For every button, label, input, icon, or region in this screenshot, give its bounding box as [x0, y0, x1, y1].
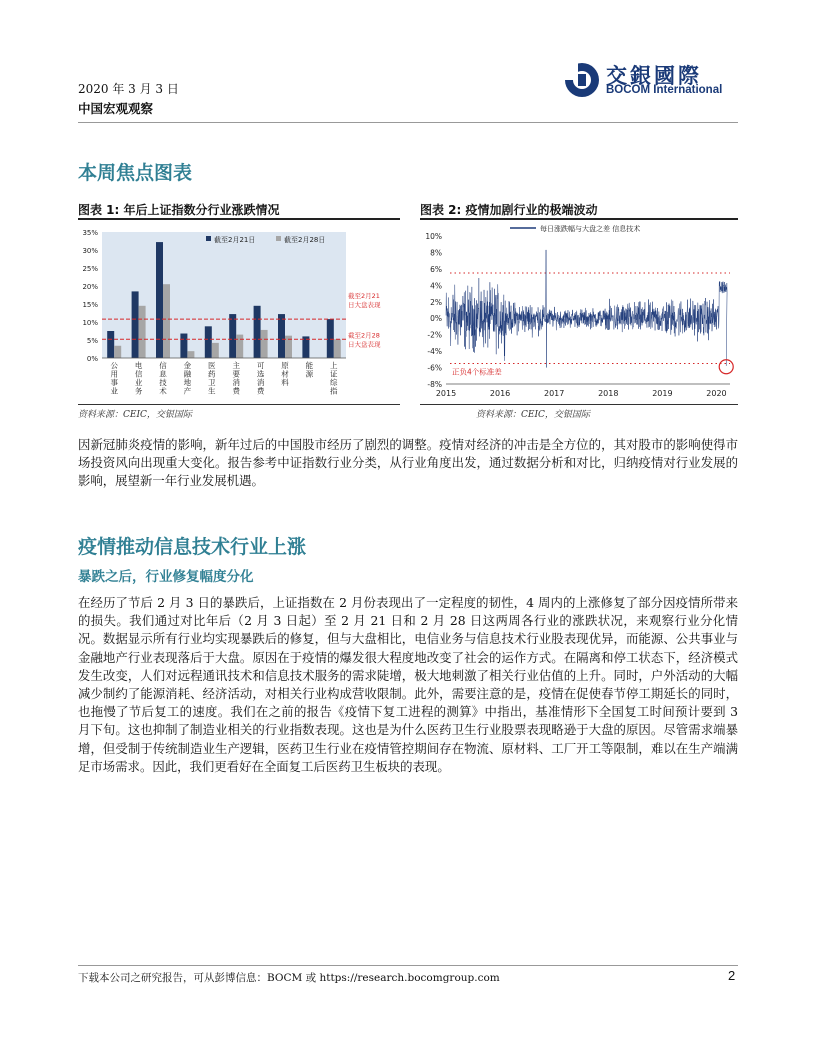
figure-2-top-rule — [420, 218, 738, 220]
x-tick-label: 2018 — [598, 389, 619, 398]
bar — [334, 339, 341, 358]
logo-chinese-name: 交銀國際 — [606, 64, 702, 88]
x-tick-label: 产 — [183, 386, 192, 396]
x-tick-label: 生 — [208, 386, 216, 396]
x-tick-label: 2016 — [489, 389, 511, 398]
figure-1-bar-chart — [78, 222, 400, 404]
figure-2-title: 图表 2: 疫情加剧行业的极端波动 — [420, 203, 598, 217]
x-tick-label: 主 — [232, 361, 240, 370]
bar — [187, 351, 194, 358]
section-title-it-rise: 疫情推动信息技术行业上涨 — [78, 536, 307, 558]
x-tick-label: 药 — [208, 369, 216, 379]
legend-swatch — [206, 236, 211, 241]
y-tick-label: 25% — [82, 265, 98, 273]
legend-label: 截至2月21日 — [214, 236, 256, 244]
x-tick-label: 费 — [256, 386, 265, 396]
intro-paragraph: 因新冠肺炎疫情的影响，新年过后的中国股市经历了剧烈的调整。疫情对经济的冲击是全方位的，其对股市的影响使得市场投资风向出现重大变化。报告参考中证指数行业分类，从行业角度出发，通过数据分析和对比，归纳疫情对行业发展的影响，展望新一年行业发展机遇。 — [78, 437, 738, 489]
y-tick-label: 5% — [86, 337, 98, 345]
x-tick-label: 消 — [232, 378, 240, 387]
x-tick-label: 可 — [256, 361, 265, 370]
bar — [107, 331, 114, 358]
y-tick-label: -8% — [427, 380, 442, 389]
bar — [180, 334, 187, 358]
y-tick-label: -2% — [427, 330, 442, 340]
y-tick-label: 15% — [82, 301, 98, 309]
y-tick-label: 4% — [430, 281, 442, 291]
x-tick-label: 2020 — [706, 389, 727, 398]
y-tick-label: 0% — [86, 355, 98, 363]
bar — [212, 343, 219, 358]
x-tick-label: 融 — [183, 369, 192, 379]
threshold-annotation: 正负4个标准差 — [452, 367, 502, 377]
x-tick-label: 指 — [330, 386, 338, 396]
x-tick-label: 2017 — [544, 389, 565, 398]
reference-label: 日大盘表现 — [348, 301, 381, 310]
bar — [254, 306, 261, 358]
page-number: 2 — [728, 968, 736, 983]
bocom-logo-icon — [562, 60, 602, 100]
logo-english-name: BOCOM International — [606, 84, 723, 96]
y-tick-label: 10% — [425, 232, 442, 241]
y-tick-label: 10% — [82, 319, 98, 327]
bar — [261, 330, 268, 358]
section-title-focus-charts: 本周焦点图表 — [78, 162, 193, 184]
x-tick-label: 息 — [159, 369, 167, 379]
bar — [156, 242, 163, 358]
body-paragraph: 在经历了节后 2 月 3 日的暴跌后，上证指数在 2 月份表现出了一定程度的韧性，4 周内的上涨修复了部分因疫情所带来的损失。我们通过对比年后（2 月 3 日起）至 2 月 21 日和 2 月 28 日这两周各行业的涨跌状况，来观察行业分化情况。数据显示所有行业均实现暴跌后的修复，但与大盘相比，电信业务与信息技术行业股表现优异，而能源、公共事业与金融地产行业表现落后于大盘。原因在于疫情的爆发很大程度地改变了社会的运作方式。在隔离和停工状态下，经济模式发生改变，人们对远程通讯技术和信息技术服务的需求陡增，极大地刺激了相关行业估值的上升。同时，户外活动的大幅减少制约了能源消耗、经济活动，对相关行业构成营收限制。此外，需要注意的是，疫情在促使春节停工期延长的同时，也拖慢了节后复工的速度。我们在之前的报告《疫情下复工进程的测算》中指出，基准情形下全国复工时间预计要到 3 月下旬。这也抑制了制造业相关的行业指数表现。这也是为什么医药卫生行业股票表现略逊于大盘的原因。尽管需求端暴增，但受制于传统制造业生产逻辑，医药卫生行业在疫情管控期间存在物流、原材料、工厂开工等限制，难以在生产端满足市场需求。因此，我们更看好在全面复工后医药卫生板块的表现。 — [78, 595, 738, 774]
bar — [163, 284, 170, 358]
bar — [236, 335, 243, 358]
y-tick-label: -4% — [427, 347, 442, 357]
x-tick-label: 技 — [159, 378, 167, 387]
y-tick-label: 0% — [430, 314, 442, 324]
x-tick-label: 医 — [208, 361, 216, 370]
figure-1-source: 资料来源：CEIC，交银国际 — [78, 410, 192, 420]
y-tick-label: 8% — [430, 248, 442, 258]
x-tick-label: 业 — [110, 386, 118, 396]
x-tick-label: 上 — [330, 361, 338, 370]
figure-1-title: 图表 1: 年后上证指数分行业涨跌情况 — [78, 203, 280, 217]
x-tick-label: 料 — [281, 378, 289, 387]
y-tick-label: 20% — [82, 283, 98, 291]
x-tick-label: 务 — [134, 386, 143, 396]
legend-swatch — [276, 236, 281, 241]
x-tick-label: 源 — [305, 369, 314, 379]
y-tick-label: 2% — [430, 297, 442, 307]
footer-divider — [78, 965, 738, 966]
y-tick-label: 35% — [82, 229, 98, 237]
x-tick-label: 事 — [110, 378, 118, 387]
figure-1-bottom-rule — [78, 404, 400, 405]
x-tick-label: 费 — [232, 386, 240, 396]
bar — [132, 291, 139, 358]
x-tick-label: 原 — [281, 361, 289, 370]
x-tick-label: 金 — [183, 361, 192, 370]
x-tick-label: 证 — [330, 369, 338, 379]
reference-label: 截至2月21 — [348, 292, 380, 301]
x-tick-label: 材 — [281, 369, 289, 379]
x-tick-label: 业 — [134, 378, 143, 387]
legend-label: 截至2月28日 — [284, 236, 326, 244]
reference-label: 日大盘表现 — [348, 340, 381, 349]
footer-text: 下载本公司之研究报告，可从彭博信息：BOCM 或 https://research.bocomgroup.com — [78, 972, 500, 984]
x-tick-label: 2019 — [652, 389, 673, 398]
x-tick-label: 能 — [305, 361, 314, 370]
reference-label: 截至2月28 — [348, 331, 380, 340]
figure-2-source: 资料来源：CEIC，交银国际 — [476, 410, 590, 420]
x-tick-label: 2015 — [435, 389, 457, 398]
figure-2-line-chart — [420, 222, 738, 404]
bar — [114, 346, 121, 358]
x-tick-label: 术 — [159, 386, 167, 396]
series-line — [446, 250, 727, 368]
x-tick-label: 消 — [256, 378, 265, 387]
y-tick-label: 30% — [82, 247, 98, 255]
y-tick-label: 6% — [430, 264, 442, 274]
report-date: 2020 年 3 月 3 日 — [78, 82, 179, 96]
x-tick-label: 信 — [159, 361, 167, 370]
x-tick-label: 地 — [183, 378, 192, 387]
subsection-title: 暴跌之后，行业修复幅度分化 — [78, 569, 254, 585]
header-divider — [78, 122, 738, 123]
x-tick-label: 公 — [110, 361, 118, 370]
x-tick-label: 要 — [232, 369, 240, 379]
bar — [327, 319, 334, 358]
report-series: 中国宏观观察 — [78, 101, 154, 116]
bar — [205, 326, 212, 358]
x-tick-label: 综 — [330, 378, 338, 387]
x-tick-label: 选 — [256, 369, 265, 379]
x-tick-label: 用 — [110, 369, 118, 379]
x-tick-label: 卫 — [208, 378, 216, 387]
x-tick-label: 信 — [134, 369, 143, 379]
legend-label: 每日涨跌幅与大盘之差 信息技术 — [540, 225, 641, 233]
y-tick-label: -6% — [427, 363, 442, 373]
bar — [278, 314, 285, 358]
x-tick-label: 电 — [134, 361, 143, 370]
bar — [229, 314, 236, 358]
bar — [139, 306, 146, 358]
figure-1-top-rule — [78, 218, 400, 220]
figure-2-bottom-rule — [420, 404, 738, 405]
